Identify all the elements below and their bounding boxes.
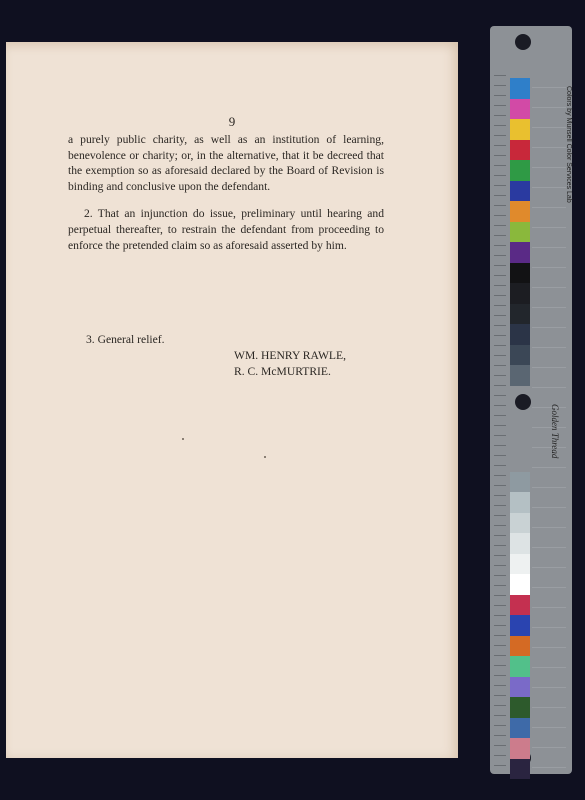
color-swatch	[510, 160, 530, 181]
color-swatch	[510, 263, 530, 284]
signature-name-1: WM. HENRY RAWLE,	[234, 349, 346, 362]
color-swatch	[510, 554, 530, 575]
color-swatch	[510, 574, 530, 595]
color-swatch	[510, 99, 530, 120]
color-swatch	[510, 78, 530, 99]
color-swatch	[510, 472, 530, 493]
color-swatch	[510, 718, 530, 739]
page-number: 9	[228, 114, 236, 129]
color-swatch	[510, 533, 530, 554]
paragraph-1: a purely public charity, as well as an institution of learning, benevolence or charity; or, in the alternative, that it be decreed that the exemption so as aforesaid declared by the Board of Revision is binding and conclusive upon the defendant.	[68, 133, 384, 193]
color-swatch	[510, 595, 530, 616]
density-value-grid	[532, 78, 566, 768]
color-swatch	[510, 324, 530, 345]
general-relief-line: 3. General relief.	[86, 333, 165, 346]
color-swatch	[510, 492, 530, 513]
color-swatch	[510, 283, 530, 304]
color-swatch	[510, 181, 530, 202]
color-swatch	[510, 201, 530, 222]
color-swatch	[510, 738, 530, 759]
color-swatch	[510, 345, 530, 366]
card-hole-top	[515, 34, 531, 50]
color-swatch	[510, 140, 530, 161]
color-swatch	[510, 513, 530, 534]
color-swatch	[510, 697, 530, 718]
paper-speck	[182, 438, 184, 440]
swatch-strip	[510, 78, 530, 779]
color-swatch	[510, 656, 530, 677]
signature-name-2: R. C. McMURTRIE.	[234, 364, 331, 378]
munsell-label: Colors by Munsell Color Services Lab	[565, 86, 572, 203]
color-swatch	[510, 304, 530, 325]
color-swatch	[510, 365, 530, 386]
color-swatch	[510, 636, 530, 657]
color-swatch	[510, 222, 530, 243]
document-page	[6, 42, 458, 758]
color-swatch	[510, 759, 530, 780]
color-calibration-card	[490, 26, 572, 774]
color-swatch	[510, 677, 530, 698]
golden-thread-label: Golden Thread	[550, 404, 560, 459]
signature-block	[234, 348, 346, 379]
paragraph-2: 2. That an injunction do issue, preliminary until hearing and perpetual thereafter, to restrain the defendant from proceeding to enforce the pretended claim so as aforesaid asserted by him.	[68, 207, 384, 252]
paper-speck	[264, 456, 266, 458]
ruler-ticks	[494, 66, 506, 766]
color-swatch	[510, 615, 530, 636]
color-swatch	[510, 242, 530, 263]
color-swatch	[510, 119, 530, 140]
body-text	[68, 132, 384, 265]
